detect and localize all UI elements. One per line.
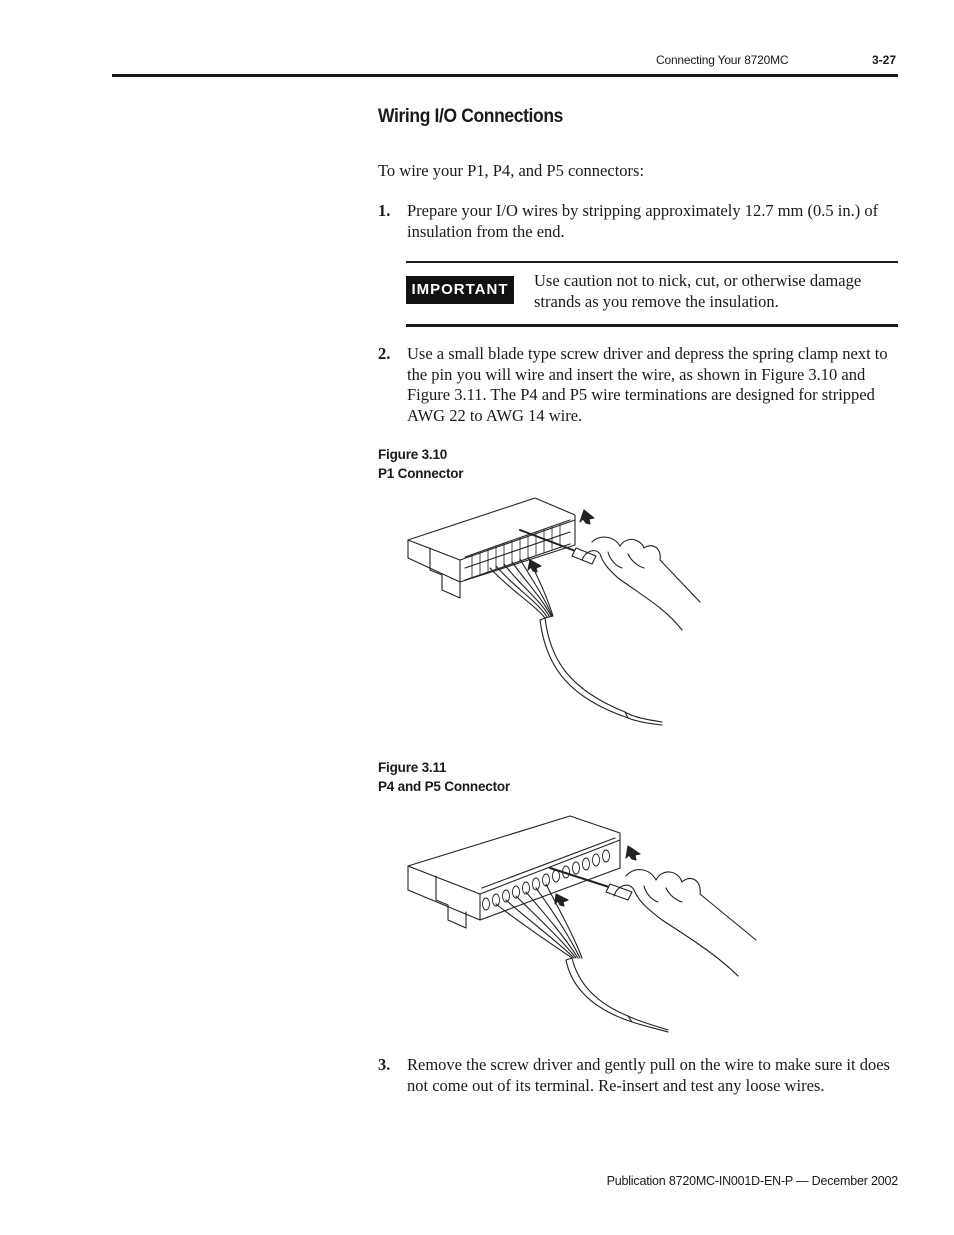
figure-caption [378, 445, 463, 483]
important-badge: IMPORTANT [406, 276, 514, 304]
step-number: 2. [378, 344, 391, 363]
step-number: 1. [378, 201, 391, 220]
step-number: 3. [378, 1055, 391, 1074]
publication-footer: Publication 8720MC-IN001D-EN-P — December 2002 [606, 1174, 898, 1188]
figure-title: P1 Connector [378, 466, 464, 481]
header-rule [112, 74, 898, 77]
figure-caption [378, 758, 510, 796]
important-rule-bottom [406, 324, 898, 327]
p4-p5-connector-illustration [400, 808, 760, 1038]
step-text: Remove the screw driver and gently pull on the wire to make sure it does not come out of its terminal. Re-insert and test any loose wires. [407, 1055, 890, 1095]
intro-paragraph: To wire your P1, P4, and P5 connectors: [378, 161, 645, 180]
important-text: Use caution not to nick, cut, or otherwise damage strands as you remove the insulation. [534, 271, 862, 311]
section-title: Wiring I/O Connections [378, 106, 564, 127]
figure-title: P4 and P5 Connector [378, 779, 510, 794]
page-number: 3-27 [872, 53, 897, 67]
p1-connector-illustration [400, 490, 720, 735]
figure-number: Figure 3.10 [378, 447, 448, 462]
figure-number: Figure 3.11 [378, 760, 447, 775]
running-header-title: Connecting Your 8720MC [656, 53, 789, 67]
step-text: Use a small blade type screw driver and depress the spring clamp next to the pin you will wire and insert the wire, as shown in Figure 3.10 and Figure 3.11. The P4 and P5 wire terminations are designed for stripped AWG 22 to AWG 14 wire. [407, 344, 888, 425]
step-text: Prepare your I/O wires by stripping approximately 12.7 mm (0.5 in.) of insulation from the end. [407, 201, 879, 241]
important-rule-top [406, 261, 898, 263]
